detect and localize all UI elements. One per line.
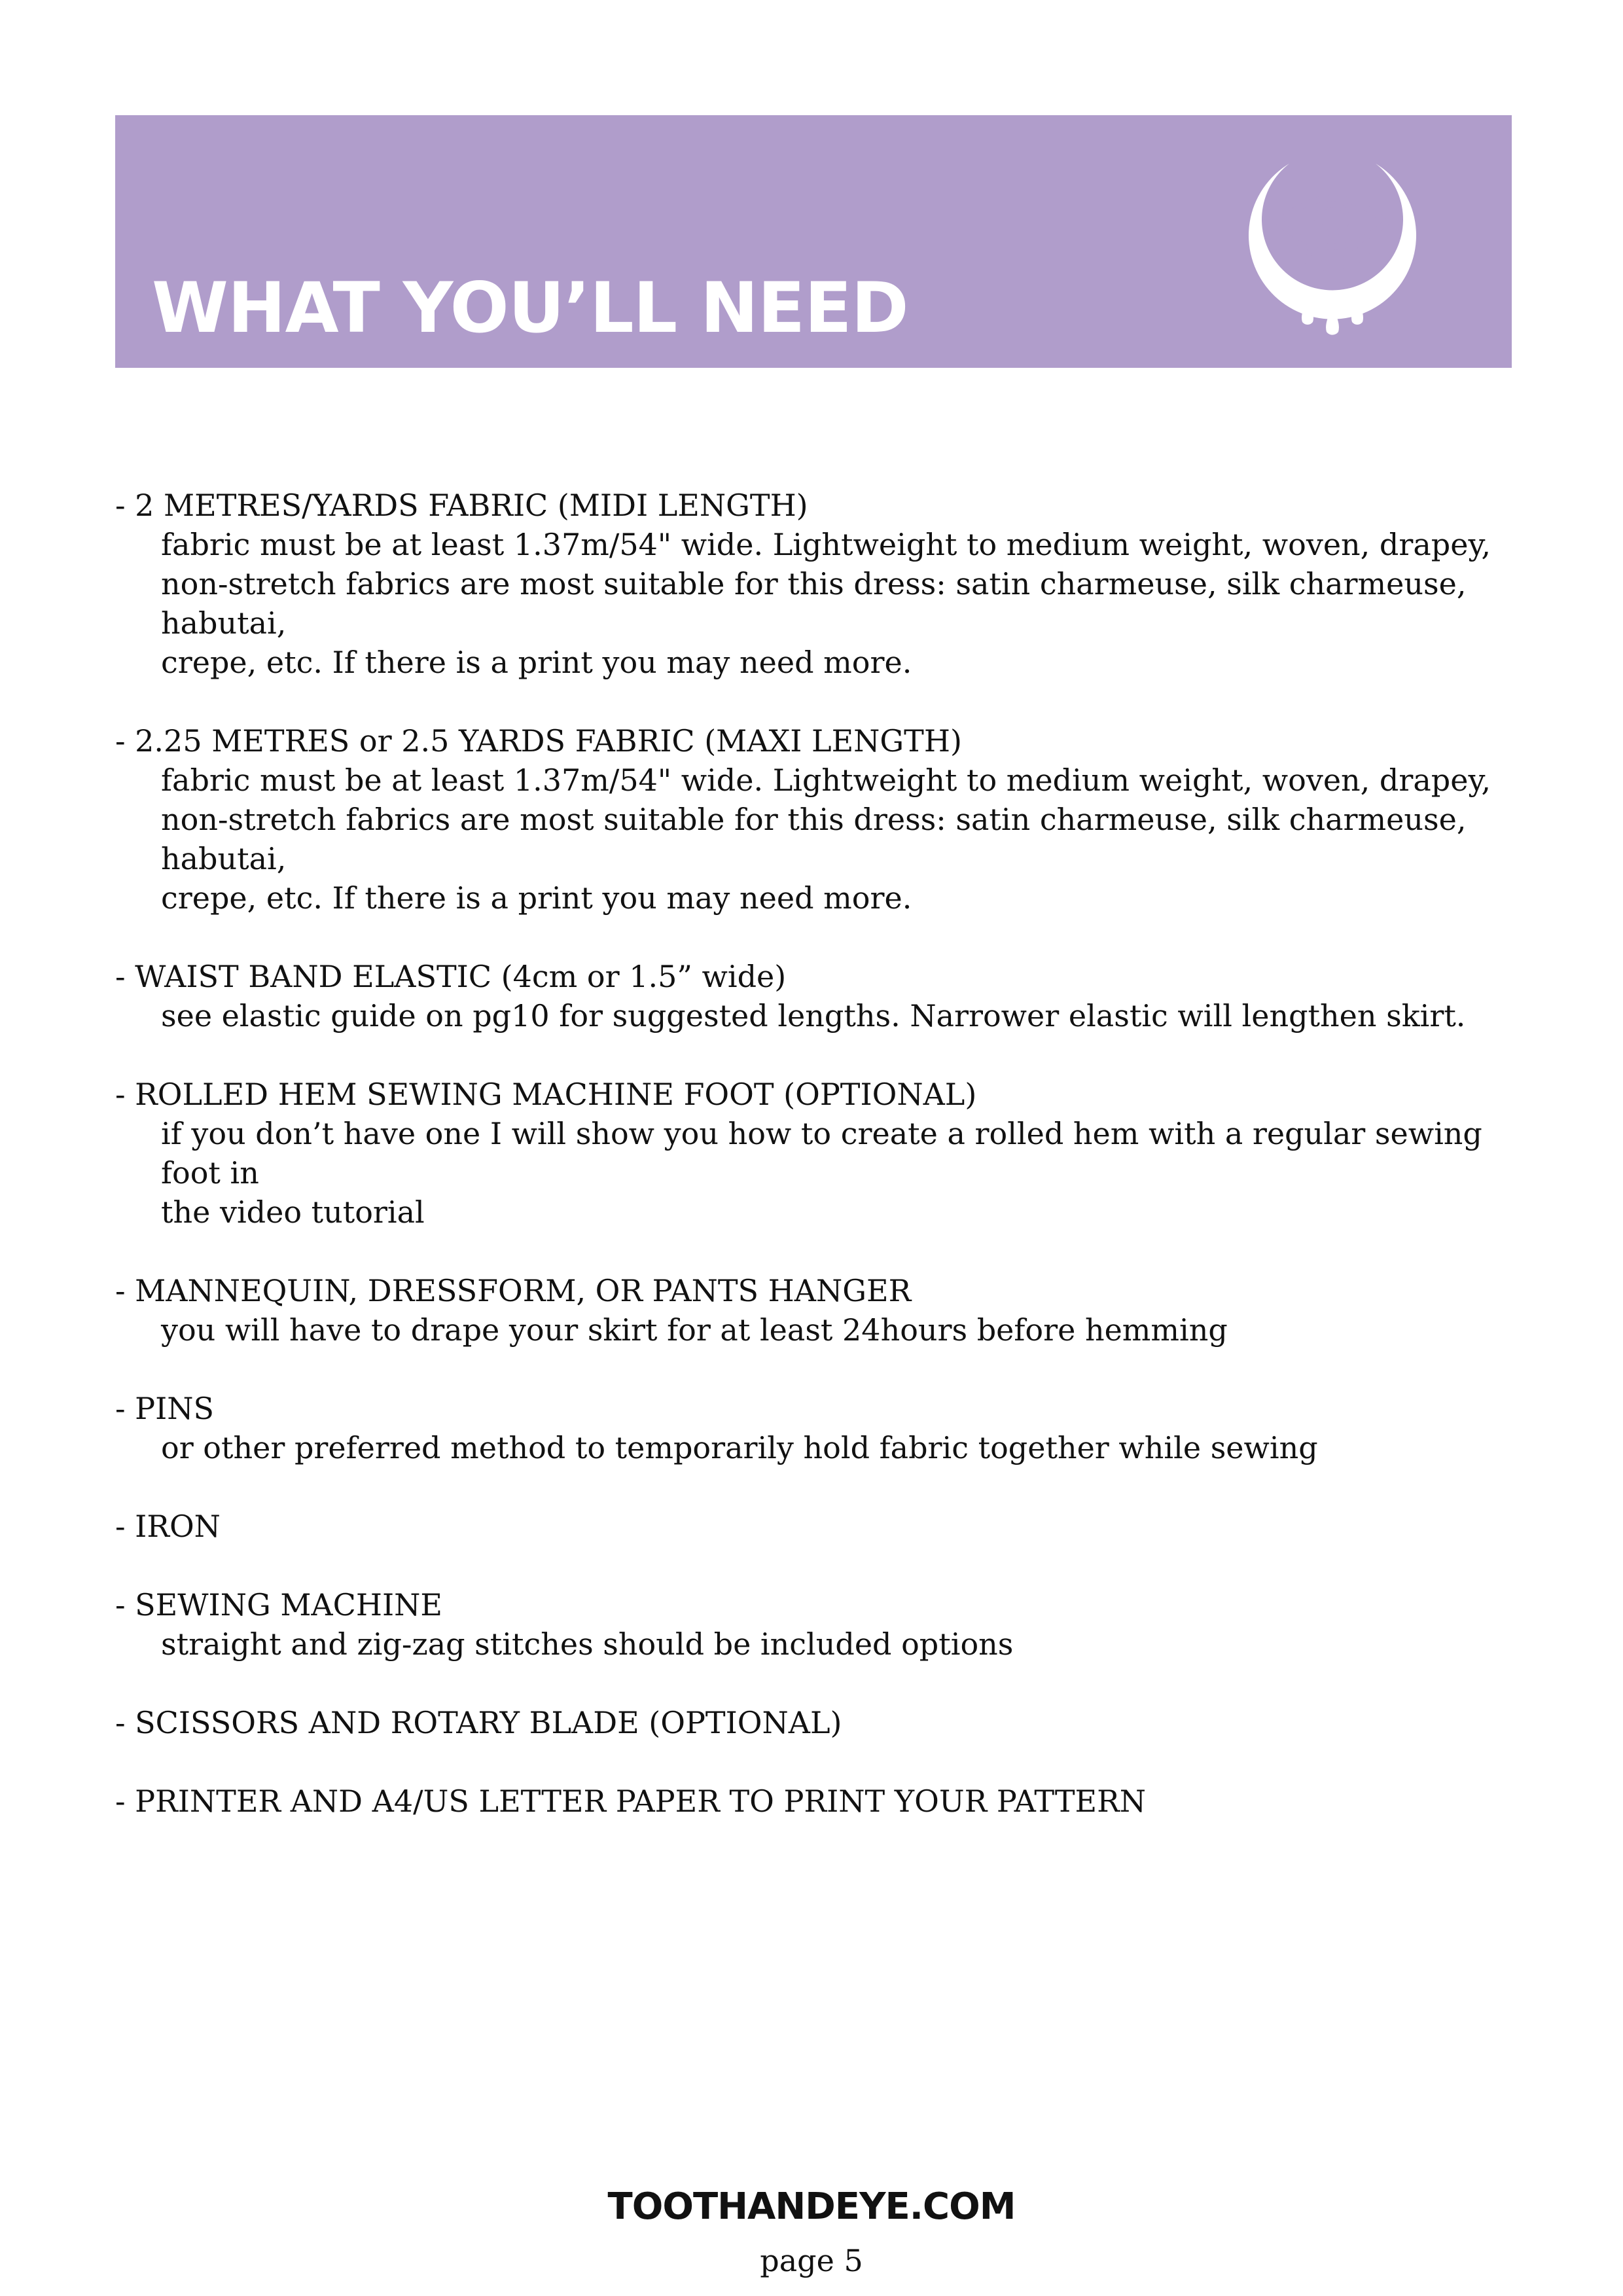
item-title: - SEWING MACHINE <box>115 1587 442 1623</box>
item-title: - SCISSORS AND ROTARY BLADE (OPTIONAL) <box>115 1705 842 1740</box>
item-title: - 2 METRES/YARDS FABRIC (MIDI LENGTH) <box>115 488 808 523</box>
page-title: WHAT YOU’LL NEED <box>152 268 908 348</box>
list-item <box>115 1585 1529 1664</box>
list-item <box>115 957 1529 1035</box>
header-banner <box>115 115 1512 368</box>
item-description-line: non-stretch fabrics are most suitable for this dress: satin charmeuse, silk charmeuse, habutai, <box>161 802 1467 876</box>
footer-website: TOOTHANDEYE.COM <box>607 2185 1016 2228</box>
item-description-line: see elastic guide on pg10 for suggested lengths. Narrower elastic will lengthen skirt. <box>161 998 1466 1033</box>
item-description-line: straight and zig-zag stitches should be included options <box>161 1626 1014 1662</box>
item-description-line: crepe, etc. If there is a print you may need more. <box>161 645 912 680</box>
item-title: - WAIST BAND ELASTIC (4cm or 1.5” wide) <box>115 959 787 994</box>
item-title: - ROLLED HEM SEWING MACHINE FOOT (OPTIONAL) <box>115 1077 977 1112</box>
item-description-line: non-stretch fabrics are most suitable for this dress: satin charmeuse, silk charmeuse, habutai, <box>161 566 1467 641</box>
materials-list <box>115 486 1529 1860</box>
item-title: - MANNEQUIN, DRESSFORM, OR PANTS HANGER <box>115 1273 912 1308</box>
item-description-line: fabric must be at least 1.37m/54" wide. Lightweight to medium weight, woven, drapey, <box>161 762 1491 798</box>
list-item <box>115 721 1529 918</box>
list-item <box>115 1271 1529 1350</box>
item-description-line: if you don’t have one I will show you how to create a rolled hem with a regular sewing foot in <box>161 1116 1482 1191</box>
list-item <box>115 486 1529 682</box>
item-title: - PRINTER AND A4/US LETTER PAPER TO PRINT YOUR PATTERN <box>115 1784 1147 1819</box>
list-item <box>115 1782 1529 1821</box>
item-title: - 2.25 METRES or 2.5 YARDS FABRIC (MAXI LENGTH) <box>115 723 962 759</box>
item-description-line: or other preferred method to temporarily hold fabric together while sewing <box>161 1430 1318 1465</box>
list-item <box>115 1075 1529 1232</box>
list-item <box>115 1507 1529 1546</box>
crescent-eye-teardrops-icon <box>1241 151 1424 347</box>
item-title: - PINS <box>115 1391 215 1426</box>
page-number: page 5 <box>760 2243 863 2278</box>
item-title: - IRON <box>115 1509 221 1544</box>
item-description-line: fabric must be at least 1.37m/54" wide. Lightweight to medium weight, woven, drapey, <box>161 527 1491 562</box>
item-description-line: crepe, etc. If there is a print you may need more. <box>161 880 912 916</box>
item-description-line: you will have to drape your skirt for at least 24hours before hemming <box>161 1312 1228 1348</box>
list-item <box>115 1703 1529 1742</box>
item-description-line: the video tutorial <box>161 1194 425 1230</box>
list-item <box>115 1389 1529 1467</box>
